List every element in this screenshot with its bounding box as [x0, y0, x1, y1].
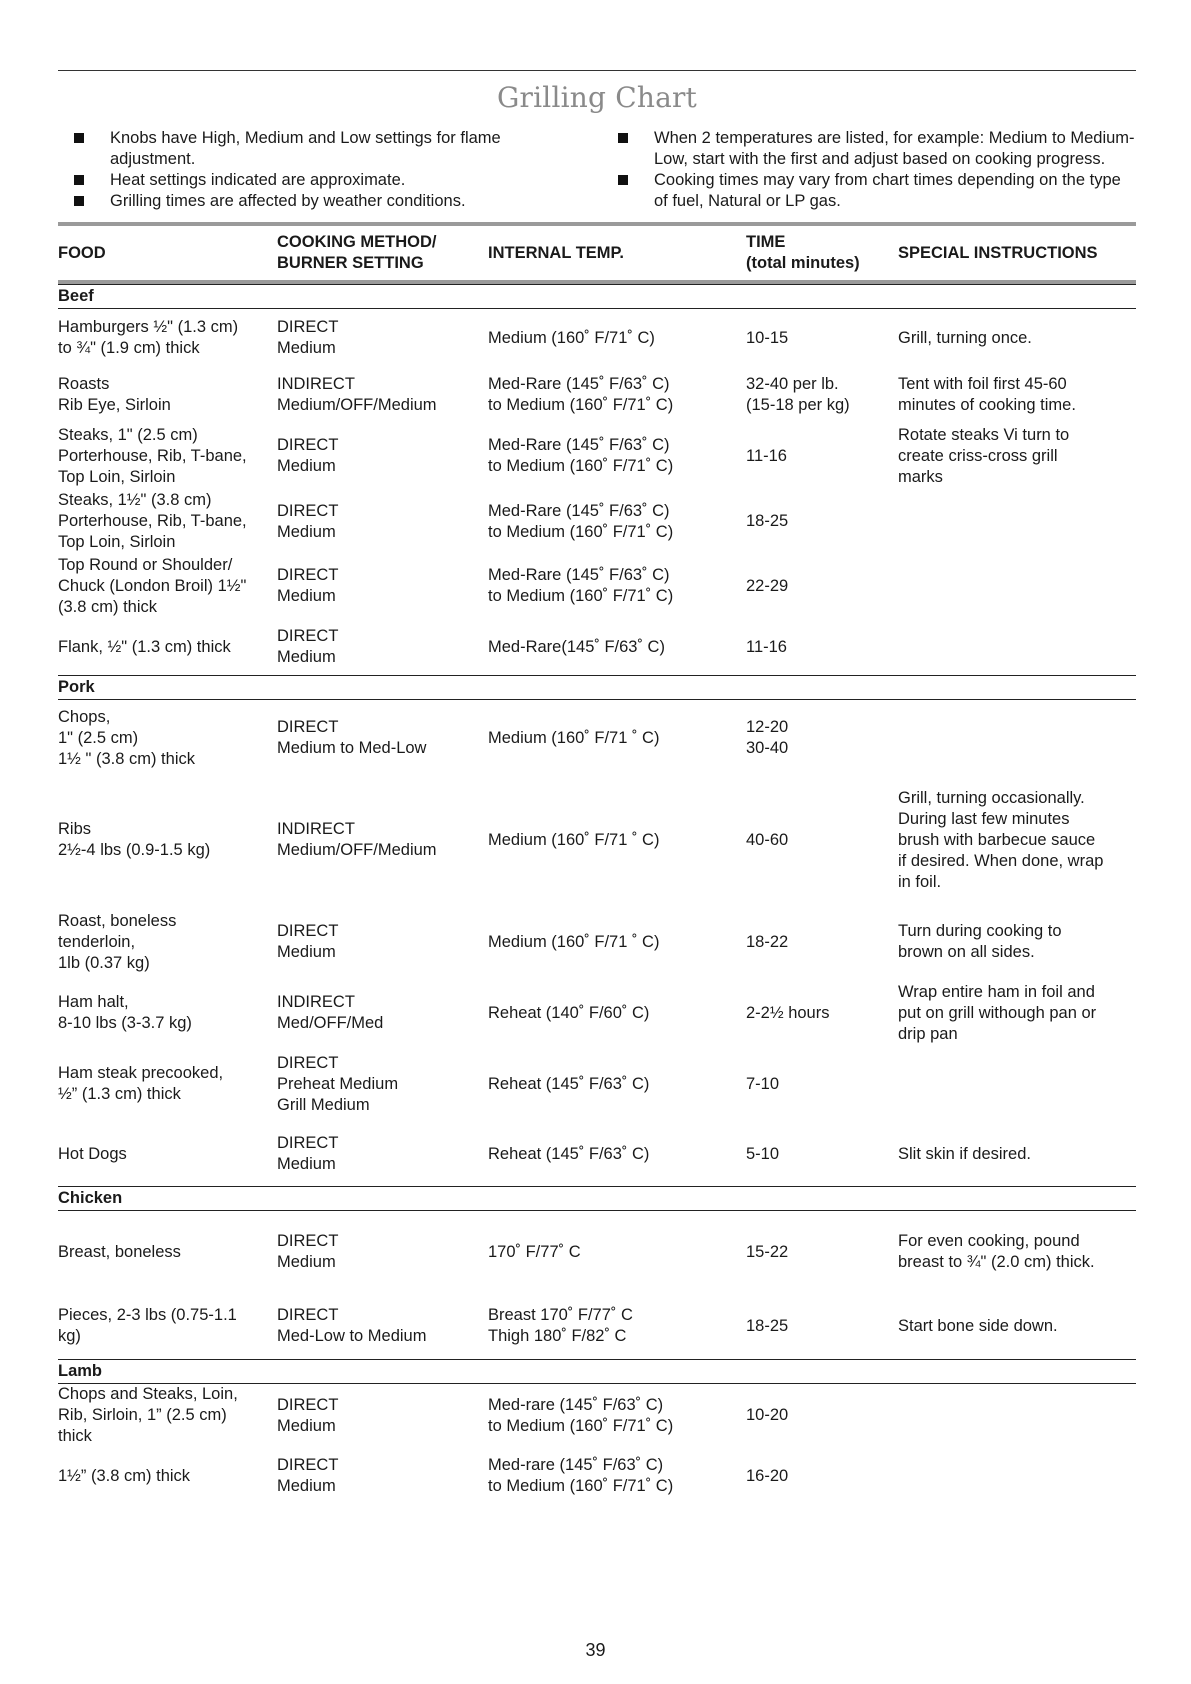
cell-method — [277, 553, 488, 619]
cell-line: 22-29 — [746, 576, 789, 595]
cell-line: 32-40 per lb. — [746, 374, 839, 393]
cell-temp — [488, 776, 746, 904]
cell-line: Top Round or Shoulder/ — [58, 555, 233, 574]
cell-line: During last few minutes — [898, 809, 1070, 828]
cell-line: (3.8 cm) thick — [58, 597, 158, 616]
table-row — [58, 1122, 1136, 1187]
cell-line: Med-Rare (145˚ F/63˚ C) — [488, 436, 670, 454]
cell-special — [898, 553, 1136, 619]
note-item — [72, 191, 572, 212]
cell-method — [277, 367, 488, 422]
cell-line: DIRECT — [277, 922, 339, 940]
cell-food — [58, 904, 277, 980]
square-bullet-icon — [618, 175, 628, 185]
cell-line: to Medium (160˚ F/71˚ C) — [488, 587, 674, 605]
cell-line: Med-rare (145˚ F/63˚ C) — [488, 1456, 664, 1474]
note-item — [72, 170, 572, 191]
cell-line: Medium — [277, 1416, 336, 1435]
cell-line: breast to ¾" (2.0 cm) thick. — [898, 1253, 1095, 1271]
cell-time — [746, 1122, 898, 1187]
cell-method — [277, 1211, 488, 1294]
cell-food — [58, 980, 277, 1046]
cell-temp — [488, 553, 746, 619]
cell-food — [58, 1447, 277, 1505]
top-rule — [58, 70, 1136, 71]
cell-food — [58, 309, 277, 368]
cell-line: 7-10 — [746, 1074, 780, 1093]
cell-special — [898, 1293, 1136, 1360]
cell-line: Medium (160˚ F/71 ˚ C) — [488, 830, 660, 849]
cell-line: Roast, boneless — [58, 911, 177, 930]
cell-line: Medium — [277, 1155, 336, 1173]
notes-left-list — [58, 128, 572, 212]
cell-line: 1" (2.5 cm) — [58, 728, 139, 747]
notes-right-list — [616, 128, 1136, 212]
cell-line: DIRECT — [277, 318, 339, 336]
cell-line: 30-40 — [746, 739, 789, 757]
cell-line: in foil. — [898, 872, 942, 891]
cell-line: Ribs — [58, 820, 92, 838]
note-text: Grilling times are affected by weather conditions. — [110, 192, 466, 210]
cell-time — [746, 490, 898, 553]
cell-food — [58, 422, 277, 490]
note-text: Knobs have High, Medium and Low settings for flame adjustment. — [110, 129, 501, 168]
notes — [58, 128, 1136, 212]
cell-line: Medium — [277, 1253, 336, 1271]
square-bullet-icon — [618, 133, 628, 143]
cell-line: brush with barbecue sauce — [898, 830, 1096, 849]
cell-special — [898, 1046, 1136, 1122]
cell-special — [898, 422, 1136, 490]
cell-line: For even cooking, pound — [898, 1232, 1080, 1250]
cell-line: Breast 170˚ F/77˚ C — [488, 1306, 633, 1324]
table-row — [58, 422, 1136, 490]
cell-line: Med-Rare (145˚ F/63˚ C) — [488, 566, 670, 584]
cell-line: DIRECT — [277, 1456, 339, 1474]
note-item — [72, 128, 572, 170]
cell-line: 8-10 lbs (3-3.7 kg) — [58, 1014, 192, 1032]
category-row — [58, 1187, 1136, 1211]
cell-line: Medium — [277, 587, 336, 605]
cell-method — [277, 776, 488, 904]
cell-line: 10-15 — [746, 328, 789, 347]
cell-line: if desired. When done, wrap — [898, 851, 1104, 870]
cell-line: kg) — [58, 1327, 81, 1345]
cell-method — [277, 619, 488, 676]
cell-line: Medium — [277, 1477, 336, 1495]
cell-special — [898, 1384, 1136, 1448]
cell-method — [277, 1122, 488, 1187]
cell-line: Chops and Steaks, Loin, — [58, 1385, 238, 1403]
cell-line: Preheat Medium — [277, 1074, 399, 1093]
cell-temp — [488, 619, 746, 676]
cell-time — [746, 553, 898, 619]
table-row — [58, 619, 1136, 676]
cell-special — [898, 980, 1136, 1046]
square-bullet-icon — [74, 196, 84, 206]
cell-food — [58, 1122, 277, 1187]
cell-line: Steaks, 1" (2.5 cm) — [58, 425, 198, 444]
cell-temp — [488, 1211, 746, 1294]
table-row — [58, 490, 1136, 553]
cell-line: DIRECT — [277, 1134, 339, 1152]
cell-line: Porterhouse, Rib, T-bane, — [58, 446, 247, 465]
cell-line: Med-Rare (145˚ F/63˚ C) — [488, 374, 670, 393]
cell-food — [58, 700, 277, 777]
cell-food — [58, 1384, 277, 1448]
cell-line: marks — [898, 467, 943, 486]
cell-time — [746, 1046, 898, 1122]
cell-line: minutes of cooking time. — [898, 395, 1076, 414]
cell-line: to Medium (160˚ F/71˚ C) — [488, 395, 674, 414]
cell-line: INDIRECT — [277, 820, 355, 838]
cell-line: Grill, turning once. — [898, 328, 1032, 347]
cell-special — [898, 1122, 1136, 1187]
cell-line: 11-16 — [746, 637, 787, 656]
cell-time — [746, 619, 898, 676]
cell-line: Medium — [277, 457, 336, 475]
cell-line: Chops, — [58, 707, 111, 726]
cell-line: 18-25 — [746, 1316, 789, 1335]
cell-line: Turn during cooking to — [898, 922, 1062, 940]
cell-line: Grill, turning occasionally. — [898, 788, 1085, 807]
cell-line: Rotate steaks Vi turn to — [898, 425, 1070, 444]
cell-special — [898, 1447, 1136, 1505]
category-label: Lamb — [58, 1360, 1136, 1384]
cell-line: drip pan — [898, 1024, 958, 1043]
category-label: Chicken — [58, 1187, 1136, 1211]
cell-temp — [488, 309, 746, 368]
cell-line: Thigh 180˚ F/82˚ C — [488, 1327, 627, 1345]
cell-method — [277, 422, 488, 490]
cell-time — [746, 776, 898, 904]
cell-line: Medium — [277, 522, 336, 541]
cell-line: Ham halt, — [58, 993, 129, 1011]
cell-line: Medium to Med-Low — [277, 739, 427, 757]
cell-line: Wrap entire ham in foil and — [898, 982, 1095, 1001]
cell-temp — [488, 1293, 746, 1360]
cell-line: Top Loin, Sirloin — [58, 467, 176, 486]
cell-line: 10-20 — [746, 1406, 789, 1424]
cell-line: INDIRECT — [277, 374, 355, 393]
cell-food — [58, 490, 277, 553]
cell-line: Hot Dogs — [58, 1144, 127, 1163]
cell-line: Porterhouse, Rib, T-bane, — [58, 512, 247, 530]
cell-line: DIRECT — [277, 1395, 339, 1414]
category-label: Beef — [58, 285, 1136, 309]
cell-special — [898, 904, 1136, 980]
cell-temp — [488, 700, 746, 777]
cell-method — [277, 1046, 488, 1122]
cell-line: Med-Low to Medium — [277, 1327, 427, 1345]
cell-line: Med/OFF/Med — [277, 1014, 384, 1032]
cell-method — [277, 904, 488, 980]
cell-line: Rib Eye, Sirloin — [58, 395, 171, 414]
cell-line: 11-16 — [746, 446, 787, 465]
cell-line: ½” (1.3 cm) thick — [58, 1085, 181, 1103]
table-row — [58, 1293, 1136, 1360]
cell-line: tenderloin, — [58, 932, 136, 951]
grilling-chart-table — [58, 226, 1136, 1505]
cell-line: to Medium (160˚ F/71˚ C) — [488, 1477, 674, 1495]
cell-line: Medium/OFF/Medium — [277, 395, 437, 414]
cell-line: DIRECT — [277, 1306, 339, 1324]
cell-line: DIRECT — [277, 627, 339, 645]
page — [58, 70, 1136, 1505]
cell-line: DIRECT — [277, 718, 339, 736]
table-row — [58, 1447, 1136, 1505]
header-time-line-2: (total minutes) — [746, 254, 860, 272]
cell-time — [746, 700, 898, 777]
header-special: SPECIAL INSTRUCTIONS — [898, 243, 1098, 262]
cell-time — [746, 1211, 898, 1294]
cell-temp — [488, 1447, 746, 1505]
cell-line: create criss-cross grill — [898, 446, 1058, 465]
cell-line: 12-20 — [746, 718, 789, 736]
cell-method — [277, 490, 488, 553]
cell-line: INDIRECT — [277, 993, 355, 1011]
cell-food — [58, 1293, 277, 1360]
header-method-line-2: BURNER SETTING — [277, 254, 424, 272]
header-temp: INTERNAL TEMP. — [488, 243, 624, 262]
cell-line: Grill Medium — [277, 1095, 370, 1114]
cell-line: Top Loin, Sirloin — [58, 533, 176, 551]
cell-special — [898, 367, 1136, 422]
note-text: When 2 temperatures are listed, for example: Medium to Medium-Low, start with the first and adjust based on cooking progress. — [654, 129, 1135, 168]
cell-temp — [488, 1046, 746, 1122]
cell-line: Reheat (140˚ F/60˚ C) — [488, 1003, 650, 1022]
cell-line: 16-20 — [746, 1466, 789, 1485]
cell-method — [277, 1447, 488, 1505]
table-row — [58, 367, 1136, 422]
cell-line: to ¾" (1.9 cm) thick — [58, 339, 200, 357]
cell-time — [746, 309, 898, 368]
cell-time — [746, 367, 898, 422]
cell-temp — [488, 367, 746, 422]
cell-line: 1lb (0.37 kg) — [58, 953, 150, 972]
cell-time — [746, 422, 898, 490]
cell-food — [58, 1046, 277, 1122]
cell-temp — [488, 422, 746, 490]
cell-line: to Medium (160˚ F/71˚ C) — [488, 1416, 674, 1435]
cell-line: put on grill withough pan or — [898, 1003, 1097, 1022]
note-item — [616, 170, 1136, 212]
square-bullet-icon — [74, 133, 84, 143]
cell-line: 1½ " (3.8 cm) thick — [58, 749, 195, 768]
cell-line: Tent with foil first 45-60 — [898, 374, 1067, 393]
table-row — [58, 1384, 1136, 1448]
cell-temp — [488, 980, 746, 1046]
header-time — [746, 226, 898, 280]
cell-temp — [488, 490, 746, 553]
table-row — [58, 1046, 1136, 1122]
cell-food — [58, 367, 277, 422]
cell-line: Medium — [277, 943, 336, 961]
cell-line: Rib, Sirloin, 1” (2.5 cm) — [58, 1406, 227, 1424]
cell-line: Medium (160˚ F/71˚ C) — [488, 328, 655, 347]
header-time-line-1: TIME — [746, 233, 786, 251]
cell-time — [746, 904, 898, 980]
cell-special — [898, 776, 1136, 904]
cell-line: 5-10 — [746, 1144, 780, 1163]
category-row — [58, 676, 1136, 700]
cell-line: to Medium (160˚ F/71˚ C) — [488, 522, 674, 541]
cell-line: Steaks, 1½" (3.8 cm) — [58, 491, 212, 509]
cell-food — [58, 776, 277, 904]
table-row — [58, 553, 1136, 619]
page-title: Grilling Chart — [496, 81, 698, 114]
cell-line: 18-25 — [746, 512, 789, 530]
cell-line: Ham steak precooked, — [58, 1064, 224, 1082]
table-row — [58, 700, 1136, 777]
cell-line: DIRECT — [277, 1232, 339, 1250]
cell-line: Chuck (London Broil) 1½" — [58, 576, 247, 595]
cell-line: Reheat (145˚ F/63˚ C) — [488, 1074, 650, 1093]
cell-line: Roasts — [58, 374, 110, 393]
cell-line: 170˚ F/77˚ C — [488, 1242, 581, 1261]
cell-special — [898, 700, 1136, 777]
cell-line: Medium (160˚ F/71 ˚ C) — [488, 932, 660, 951]
cell-line: 2-2½ hours — [746, 1003, 830, 1022]
cell-line: Med-Rare(145˚ F/63˚ C) — [488, 637, 665, 656]
cell-line: Medium — [277, 648, 336, 666]
cell-line: (15-18 per kg) — [746, 395, 850, 414]
cell-line: 1½” (3.8 cm) thick — [58, 1466, 191, 1485]
cell-line: thick — [58, 1427, 92, 1445]
cell-method — [277, 1384, 488, 1448]
cell-line: 2½-4 lbs (0.9-1.5 kg) — [58, 841, 211, 859]
cell-line: Medium — [277, 339, 336, 357]
cell-line: DIRECT — [277, 1053, 339, 1072]
cell-special — [898, 1211, 1136, 1294]
cell-line: Hamburgers ½" (1.3 cm) — [58, 318, 239, 336]
square-bullet-icon — [74, 175, 84, 185]
table-row — [58, 904, 1136, 980]
cell-line: Pieces, 2-3 lbs (0.75-1.1 — [58, 1306, 237, 1324]
table-header-row — [58, 226, 1136, 280]
cell-line: 18-22 — [746, 932, 789, 951]
cell-line: Med-Rare (145˚ F/63˚ C) — [488, 501, 670, 520]
cell-line: Slit skin if desired. — [898, 1144, 1031, 1163]
note-text: Cooking times may vary from chart times depending on the type of fuel, Natural or LP gas. — [654, 171, 1121, 210]
cell-line: to Medium (160˚ F/71˚ C) — [488, 457, 674, 475]
cell-line: Flank, ½" (1.3 cm) thick — [58, 637, 231, 656]
note-text: Heat settings indicated are approximate. — [110, 171, 406, 189]
cell-food — [58, 553, 277, 619]
cell-special — [898, 619, 1136, 676]
header-method-line-1: COOKING METHOD/ — [277, 233, 437, 251]
cell-line: Med-rare (145˚ F/63˚ C) — [488, 1395, 664, 1414]
cell-time — [746, 980, 898, 1046]
cell-line: Start bone side down. — [898, 1316, 1058, 1335]
cell-time — [746, 1384, 898, 1448]
cell-food — [58, 1211, 277, 1294]
cell-method — [277, 980, 488, 1046]
cell-line: Medium/OFF/Medium — [277, 841, 437, 859]
header-method — [277, 226, 488, 280]
cell-time — [746, 1293, 898, 1360]
cell-line: Breast, boneless — [58, 1242, 181, 1261]
table-row — [58, 980, 1136, 1046]
cell-temp — [488, 904, 746, 980]
cell-line: 15-22 — [746, 1242, 789, 1261]
cell-line: Medium (160˚ F/71 ˚ C) — [488, 728, 660, 747]
cell-line: brown on all sides. — [898, 943, 1035, 961]
cell-line: DIRECT — [277, 436, 339, 454]
page-number: 39 — [585, 1640, 606, 1660]
cell-line: DIRECT — [277, 501, 339, 520]
cell-method — [277, 309, 488, 368]
category-row — [58, 1360, 1136, 1384]
header-food: FOOD — [58, 243, 106, 262]
category-row — [58, 285, 1136, 309]
category-label: Pork — [58, 676, 1136, 700]
header-bottom-rule — [58, 280, 1136, 284]
cell-time — [746, 1447, 898, 1505]
cell-method — [277, 1293, 488, 1360]
cell-line: 40-60 — [746, 830, 789, 849]
table-row — [58, 776, 1136, 904]
table-row — [58, 1211, 1136, 1294]
cell-temp — [488, 1122, 746, 1187]
cell-food — [58, 619, 277, 676]
cell-line: Reheat (145˚ F/63˚ C) — [488, 1144, 650, 1163]
table-row — [58, 309, 1136, 368]
note-item — [616, 128, 1136, 170]
cell-special — [898, 309, 1136, 368]
cell-line: DIRECT — [277, 566, 339, 584]
cell-special — [898, 490, 1136, 553]
cell-method — [277, 700, 488, 777]
cell-temp — [488, 1384, 746, 1448]
